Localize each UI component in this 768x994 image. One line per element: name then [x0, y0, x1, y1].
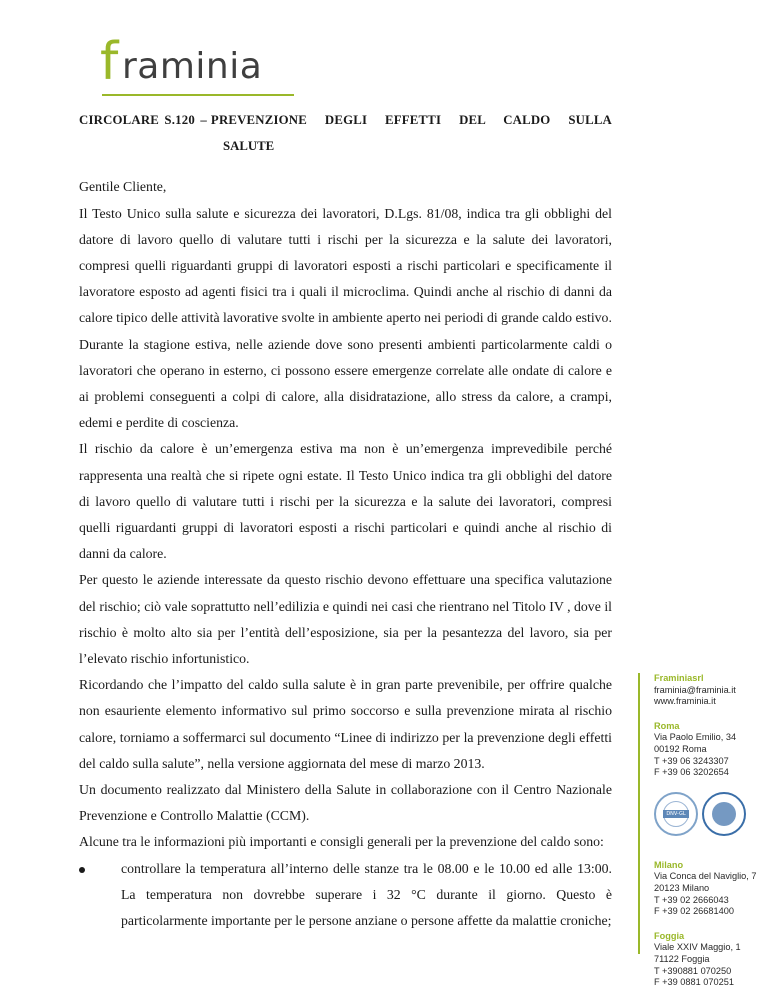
office-roma: [654, 721, 768, 779]
logo-underline: [102, 94, 294, 96]
office-fax: F +39 02 26681400: [654, 906, 734, 917]
paragraph: Il rischio da calore è un’emergenza estiva ma non è un’emergenza imprevedibile perché rappresenta una realtà che si ripete ogni estate. Il Testo Unico indica tra gli obblighi del datore di lavoro quello di valutare tutti i rischi per la sicurezza e la salute dei lavoratori, compresi quelli riguardanti gruppi di lavoratori esposti a rischi particolari e quindi anche al rischio di danni da calore.: [79, 441, 612, 562]
greeting: Gentile Cliente,: [79, 179, 167, 195]
office-phone: T +39 02 2666043: [654, 894, 729, 905]
company-name: Framiniasrl: [654, 673, 704, 683]
title-code: CIRCOLARE S.120 –: [79, 113, 207, 127]
paragraph: Ricordando che l’impatto del caldo sulla salute è in gran parte prevenibile, per offrire qualche non esauriente elemento informativo sul primo soccorso e sulla prevenzione mirata al rischio calore, torniamo a soffermarci sul documento “Linee di indirizzo per la prevenzione degli effetti del caldo sulla salute”, nella versione aggiornata del mese di marzo 2013.: [79, 677, 612, 771]
office-address: Via Paolo Emilio, 34: [654, 732, 737, 743]
company-email[interactable]: framinia@framinia.it: [654, 684, 736, 695]
badge-core: [712, 802, 736, 826]
bullet-icon: [79, 867, 85, 873]
paragraph: Per questo le aziende interessate da questo rischio devono effettuare una specifica valutazione del rischio; ciò vale soprattutto nell’edilizia e quindi nei casi che rientrano nel Titolo IV , dove il rischio è molto alto sia per l’entità dell’esposizione, sia per la pesantezza del lavoro, sia per l’elevato rischio infortunistico.: [79, 572, 612, 667]
title-text: PREVENZIONE DEGLI EFFETTI DEL CALDO SULLA: [210, 113, 612, 127]
accredia-certification-icon: [702, 792, 746, 836]
advice-list: [79, 856, 612, 935]
office-title: Roma: [654, 720, 680, 731]
office-city: 20123 Milano: [654, 882, 710, 893]
paragraph: Il Testo Unico sulla salute e sicurezza dei lavoratori, D.Lgs. 81/08, indica tra gli obblighi del datore di lavoro quello di valutare tutti i rischi per la sicurezza e la salute dei lavoratori, compresi quelli riguardanti gruppi di lavoratori esposti a rischi particolari e specificamente il lavoratore esposto ad agenti fisici tra i quali il microclima. Quindi anche al rischio di danni da calore tipico delle attività lavorative svolte in ambiente aperto nei periodi di grande caldo estivo.: [79, 205, 612, 326]
list-item-text: controllare la temperatura all’interno delle stanze tra le 08.00 e le 10.00 ed alle 13:00. La temperatura non dovrebbe superare i 32 °C durante il giorno. Questo è particolarmente importante per le persone anziane o persone affette da malattie croniche;: [121, 860, 612, 929]
paragraph: Un documento realizzato dal Ministero della Salute in collaborazione con il Centro Nazionale Prevenzione e Controllo Malattie (CCM).: [79, 782, 612, 824]
office-fax: F +39 0881 070251: [654, 977, 734, 988]
list-item: [79, 856, 612, 935]
office-phone: T +39 06 3243307: [654, 755, 729, 766]
logo-f-letter: f: [100, 32, 119, 92]
document-title-line2: SALUTE: [223, 139, 275, 154]
office-milano: [654, 860, 768, 918]
certification-badges: [654, 792, 768, 836]
office-city: 71122 Foggia: [654, 953, 710, 964]
company-website[interactable]: www.framinia.it: [654, 696, 716, 707]
office-city: 00192 Roma: [654, 743, 707, 754]
logo-wordmark: raminia: [122, 46, 263, 87]
letter-body: [79, 107, 612, 934]
dnv-certification-icon: [654, 792, 698, 836]
contact-sidebar: [638, 673, 768, 988]
badge-label: DNV-GL: [663, 810, 689, 818]
office-fax: F +39 06 3202654: [654, 767, 729, 778]
paragraph: Alcune tra le informazioni più importanti e consigli generali per la prevenzione del caldo sono:: [79, 834, 604, 850]
document-title: [79, 107, 612, 133]
office-address: Via Conca del Naviglio, 7: [654, 871, 757, 882]
framinia-logo: [100, 32, 300, 100]
company-block: [654, 673, 768, 708]
office-phone: T +390881 070250: [654, 965, 732, 976]
office-title: Foggia: [654, 930, 685, 941]
office-title: Milano: [654, 859, 684, 870]
paragraph: Durante la stagione estiva, nelle aziende dove sono presenti ambienti particolarmente caldi o lavoratori che operano in esterno, ci possono essere emergenze correlate alle ondate di calore e ai problemi conseguenti a colpi di calore, alla disidratazione, allo stress da calore, a crampi, edemi e perdite di coscienza.: [79, 336, 612, 431]
office-foggia: [654, 931, 768, 989]
office-address: Viale XXIV Maggio, 1: [654, 942, 741, 953]
